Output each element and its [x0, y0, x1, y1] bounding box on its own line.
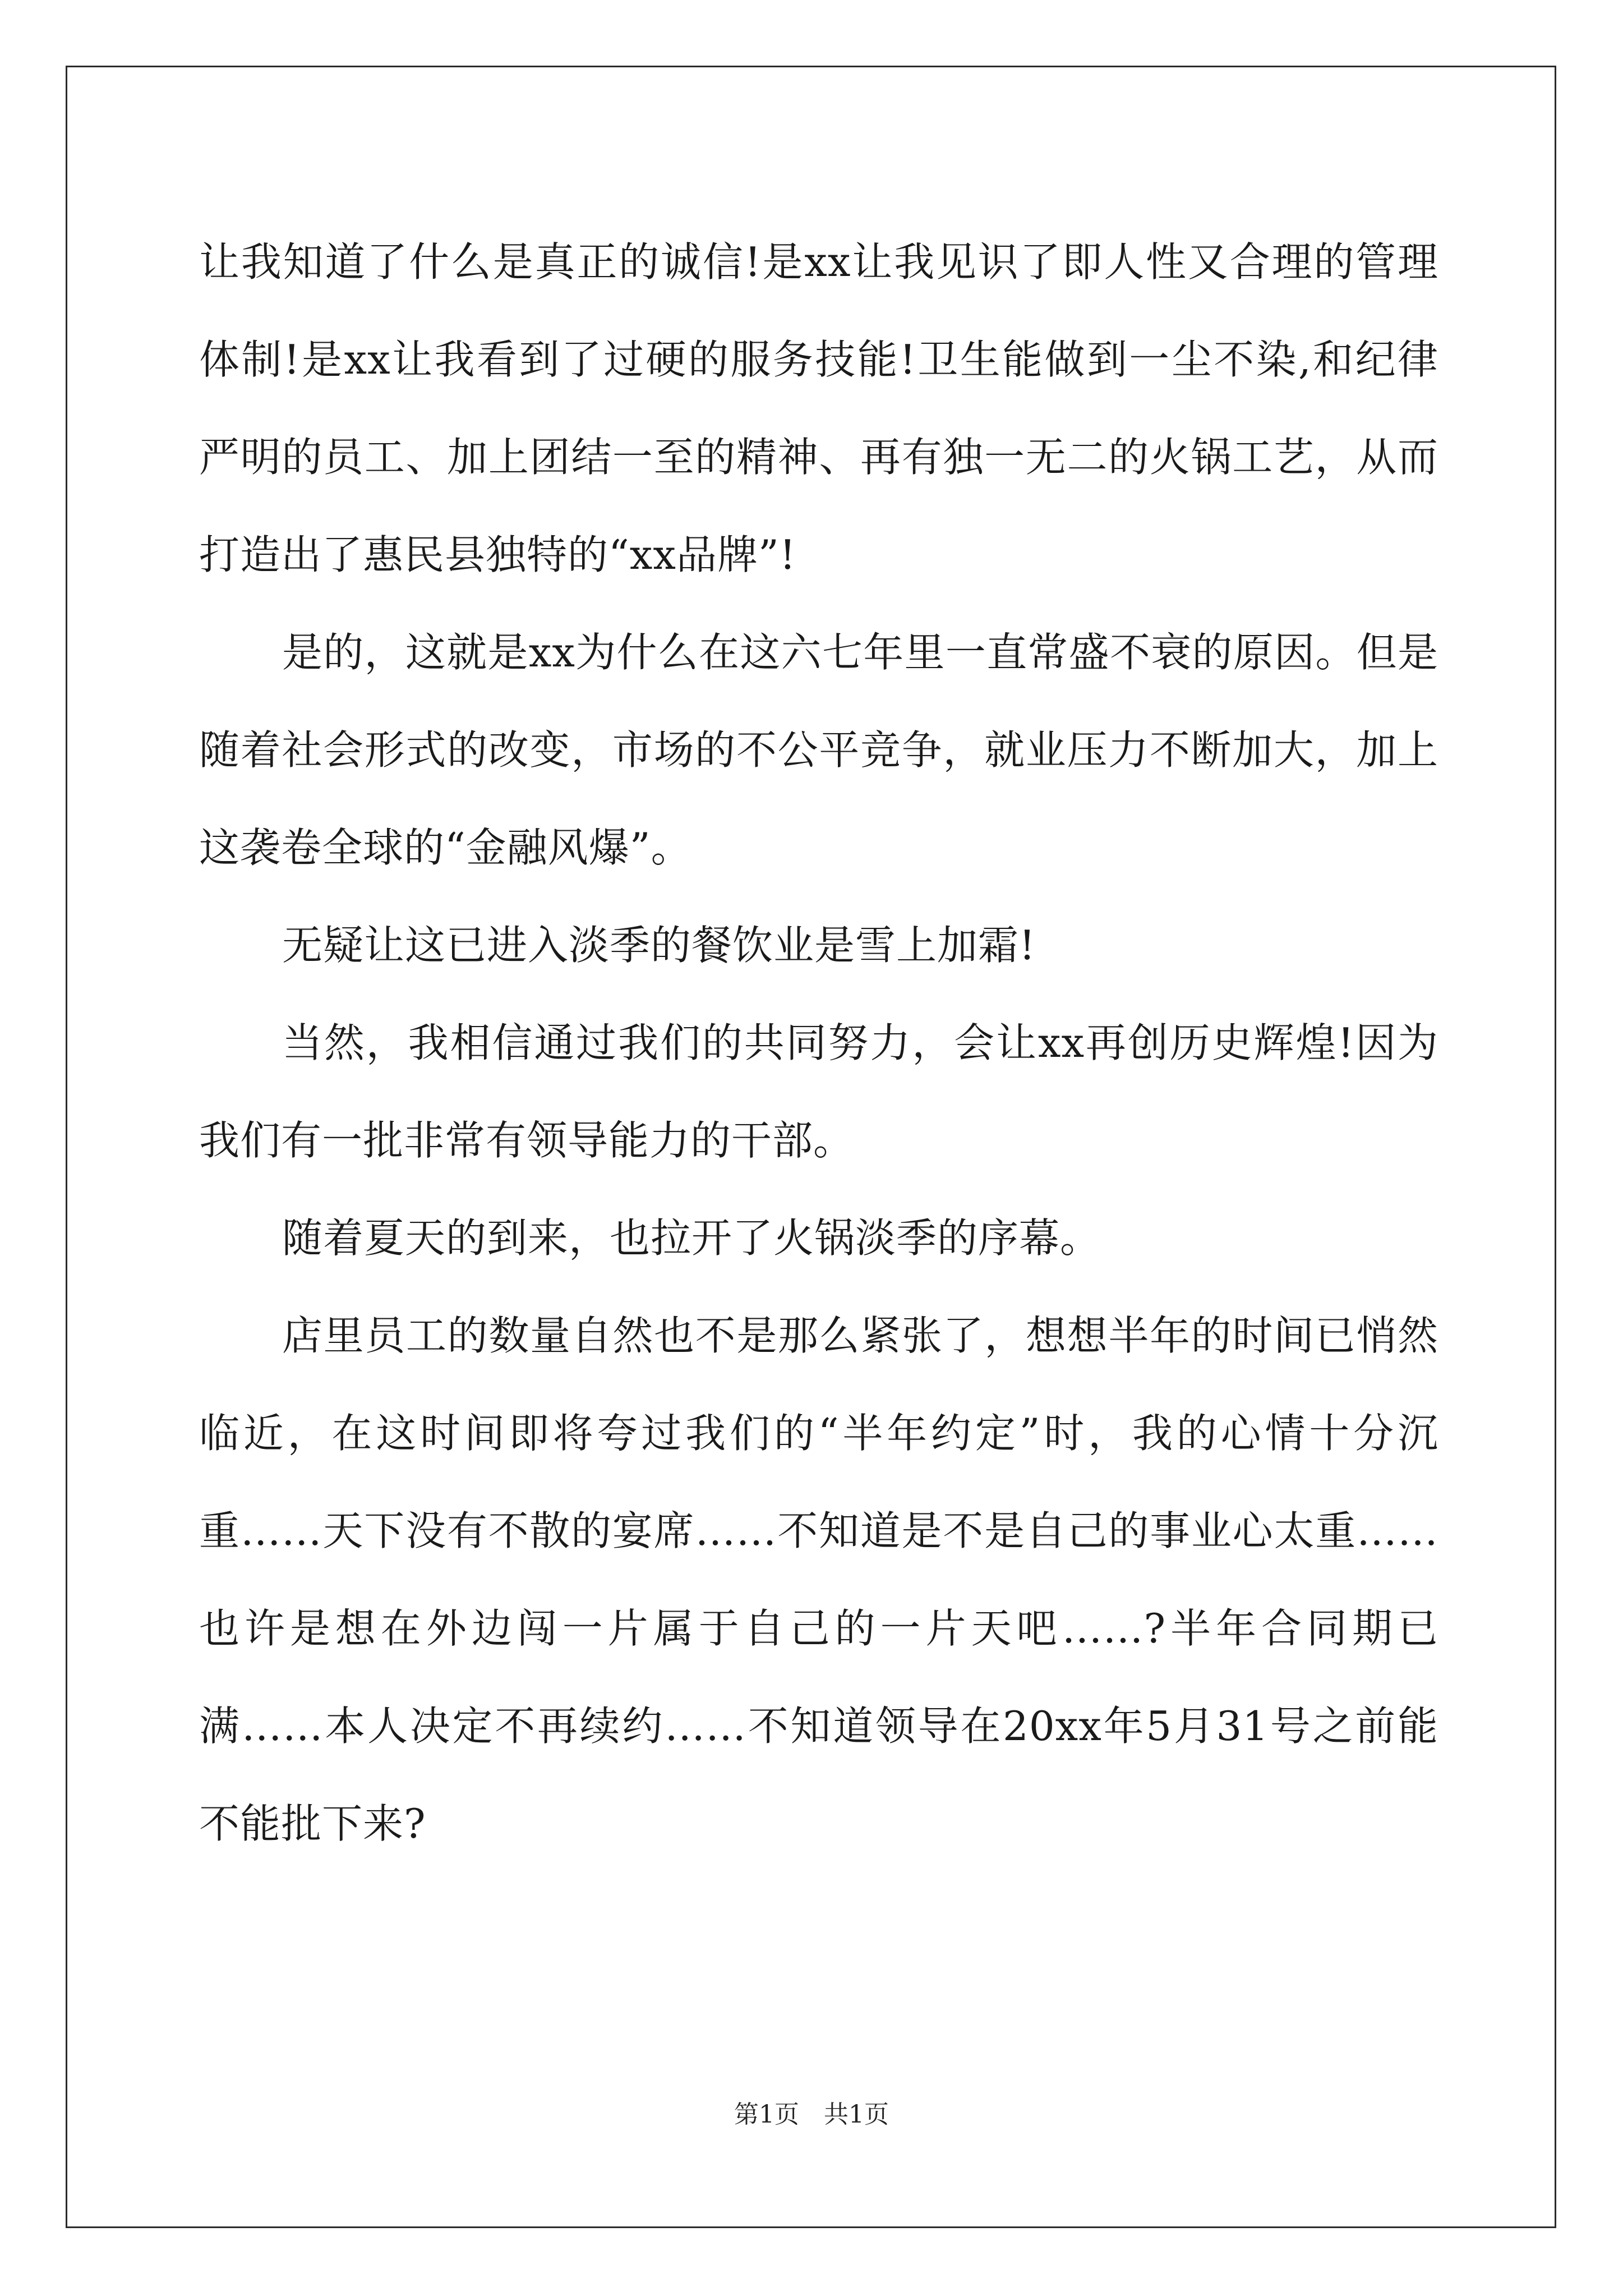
paragraph-2: 是的，这就是xx为什么在这六七年里一直常盛不衰的原因。但是随着社会形式的改变，市场的不公平竞争，就业压力不断加大，加上这袭卷全球的“金融风爆”。	[199, 629, 1438, 871]
paragraph-5: 随着夏天的到来，也拉开了火锅淡季的序幕。	[282, 1214, 1101, 1262]
paragraph-6: 店里员工的数量自然也不是那么紧张了，想想半年的时间已悄然临近，在这时间即将夸过我们的“半年约定”时，我的心情十分沉重……天下没有不散的宴席……不知道是不是自己的事业心太重……也许是想在外边闯一片属于自己的一片天吧……?半年合同期已满……本人决定不再续约……不知道领导在20xx年5月31号之前能不能批下来?	[199, 1312, 1438, 1847]
paragraph-1: 让我知道了什么是真正的诚信!是xx让我见识了即人性又合理的管理体制!是xx让我看到了过硬的服务技能!卫生能做到一尘不染,和纪律严明的员工、加上团结一至的精神、再有独一无二的火锅工艺，从而打造出了惠民县独特的“xx品牌”!	[199, 238, 1438, 578]
paragraph-4: 当然，我相信通过我们的共同努力，会让xx再创历史辉煌!因为我们有一批非常有领导能力的干部。	[199, 1019, 1438, 1164]
document-body	[199, 213, 1438, 1872]
paragraph-3: 无疑让这已进入淡季的餐饮业是雪上加霜!	[282, 922, 1036, 969]
page-number-footer: 第1页 共1页	[734, 2100, 889, 2129]
